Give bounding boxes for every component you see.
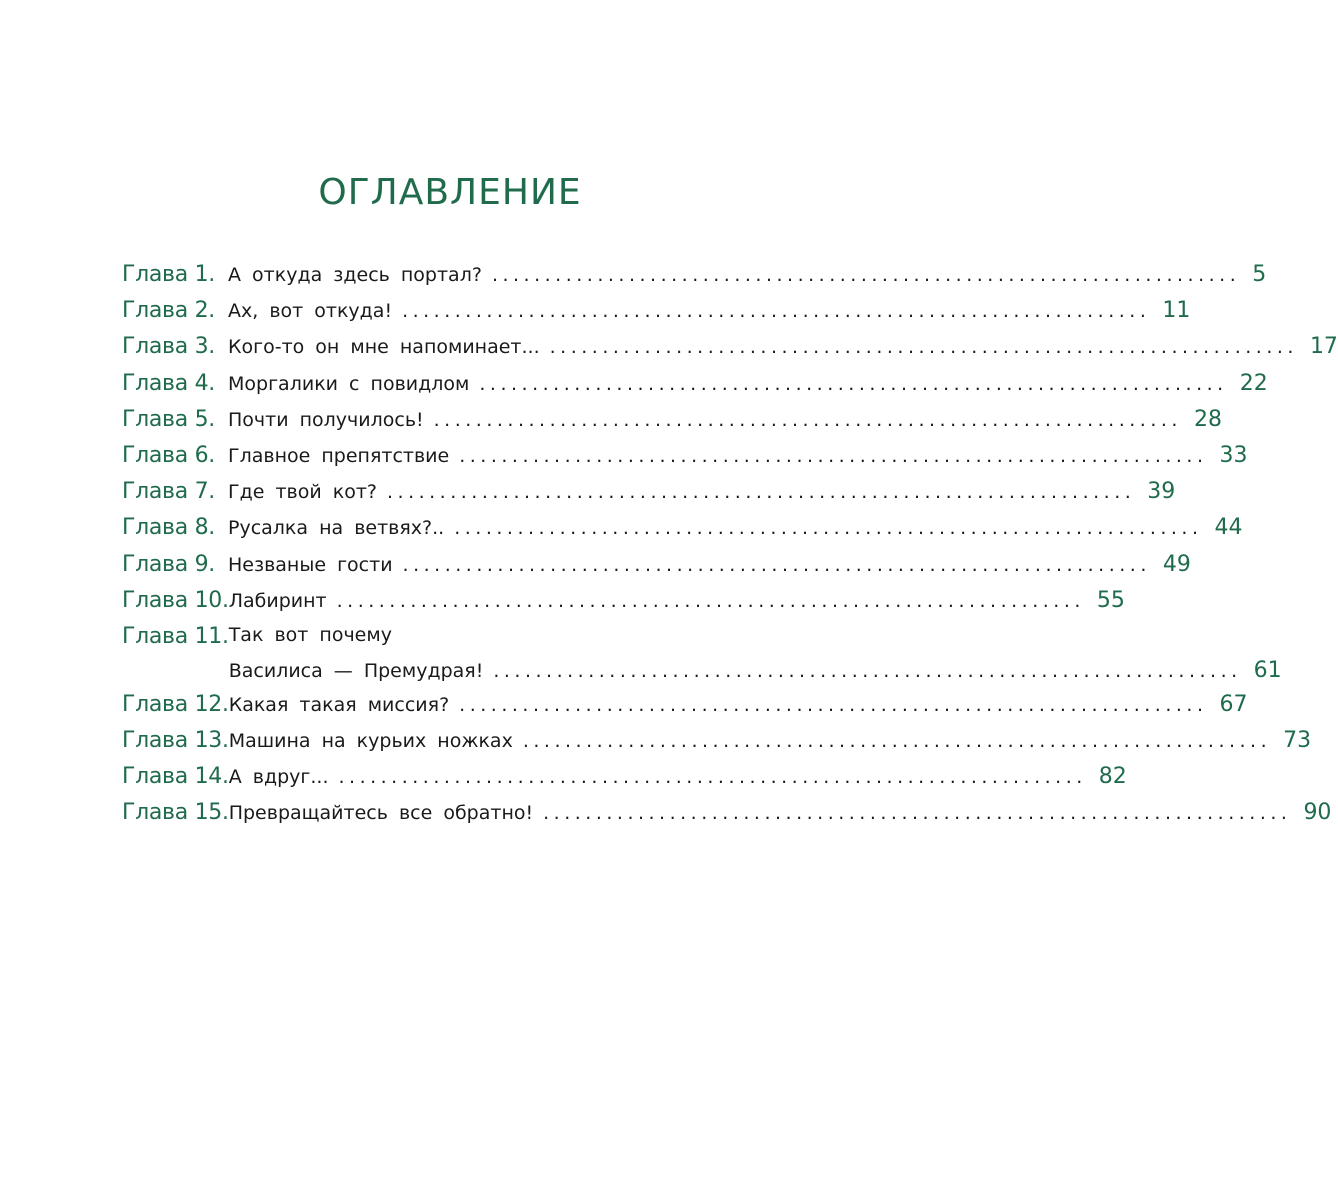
chapter-title: Кого-то он мне напоминает... (228, 336, 540, 359)
chapter-title: А откуда здесь портал? (228, 264, 482, 286)
toc-entry-body (228, 515, 1243, 541)
page-number: 67 (1219, 691, 1248, 717)
page-number: 90 (1303, 800, 1332, 826)
chapter-label: Глава 10. (122, 587, 229, 613)
chapter-label: Глава 9. (122, 551, 215, 577)
toc-entry (122, 623, 1282, 692)
chapter-title: Незваные гости (228, 553, 393, 576)
chapter-label: Глава 6. (122, 442, 215, 468)
chapter-title: Почти получилось! (228, 408, 424, 431)
dot-leader: ....................................................................... (479, 372, 1228, 395)
dot-leader: ....................................................................... (338, 766, 1087, 789)
chapter-title: Машина на курьих ножках (228, 730, 513, 753)
chapter-label: Глава 12. (122, 691, 229, 717)
toc-entry-body (228, 728, 1312, 754)
chapter-label: Глава 8. (122, 515, 215, 541)
page-number: 11 (1162, 298, 1191, 324)
toc-entry (122, 406, 1222, 443)
chapter-title-line-1-wrap (229, 624, 1282, 658)
toc-entry (122, 691, 1248, 728)
toc-entry-body (228, 442, 1248, 468)
chapter-label: Глава 15. (122, 800, 229, 826)
dot-leader: ....................................................................... (402, 553, 1151, 576)
toc-entry (122, 479, 1176, 515)
page-number: 28 (1193, 406, 1222, 432)
chapter-title: Моргалики с повидлом (228, 372, 470, 395)
toc-entry-body (228, 587, 1125, 613)
toc-entry-body (229, 624, 1282, 683)
toc-entry (122, 515, 1243, 551)
toc-entry (122, 334, 1338, 370)
chapter-label: Глава 4. (122, 370, 215, 396)
chapter-title: Ах, вот откуда! (228, 300, 393, 323)
page-title: ОГЛАВЛЕНИЕ (318, 172, 582, 213)
dot-leader: ....................................................................... (522, 730, 1272, 753)
toc-entry (122, 800, 1332, 836)
toc-entry (122, 587, 1125, 624)
page-number: 17 (1309, 334, 1338, 360)
dot-leader: ....................................................................... (459, 693, 1208, 716)
chapter-title-line-2-wrap (229, 658, 1282, 683)
chapter-title: Лабиринт (228, 589, 327, 612)
toc-entry (122, 764, 1127, 800)
chapter-label: Глава 14. (122, 764, 229, 790)
dot-leader: ....................................................................... (543, 802, 1292, 825)
toc-entry-body (228, 262, 1267, 287)
toc-entry-body (228, 479, 1176, 505)
dot-leader: ....................................................................... (402, 300, 1151, 323)
dot-leader: ....................................................................... (459, 444, 1208, 467)
toc-entry-body (228, 551, 1191, 577)
toc-entry-body (228, 370, 1268, 396)
page-number: 61 (1253, 657, 1282, 683)
toc-entry (122, 298, 1191, 334)
page-number: 22 (1239, 370, 1268, 396)
page-number: 39 (1147, 479, 1176, 505)
page-number: 5 (1252, 262, 1267, 287)
dot-leader: ....................................................................... (336, 589, 1085, 612)
chapter-label: Глава 3. (122, 334, 215, 360)
toc-entry (122, 370, 1268, 407)
toc-entry (122, 728, 1312, 764)
toc-entry-body (228, 406, 1222, 432)
toc-entry (122, 262, 1267, 298)
toc-entry-body (228, 298, 1191, 324)
chapter-title-line-2: Василиса — Премудрая! (228, 659, 484, 682)
dot-leader: ....................................................................... (549, 336, 1298, 359)
toc-entry (122, 551, 1191, 588)
chapter-label: Глава 1. (122, 262, 215, 287)
chapter-title: Главное препятствие (228, 444, 450, 467)
toc-entry-body (228, 764, 1127, 790)
chapter-title: Где твой кот? (228, 481, 377, 504)
page-number: 82 (1098, 764, 1127, 790)
dot-leader: ....................................................................... (454, 517, 1203, 540)
toc-entry-body (228, 800, 1332, 826)
toc-entry (122, 442, 1248, 479)
chapter-label: Глава 11. (122, 623, 229, 649)
chapter-title: Превращайтесь все обратно! (228, 802, 534, 825)
dot-leader: ....................................................................... (386, 481, 1136, 504)
chapter-label: Глава 7. (122, 479, 215, 505)
page-number: 44 (1214, 515, 1243, 541)
chapter-label: Глава 2. (122, 298, 215, 324)
page-number: 49 (1162, 551, 1191, 577)
chapter-label: Глава 5. (122, 406, 215, 432)
dot-leader: ....................................................................... (493, 659, 1242, 682)
chapter-title: Русалка на ветвях?.. (228, 517, 445, 540)
dot-leader: ....................................................................... (491, 264, 1241, 286)
table-of-contents (122, 262, 1338, 837)
page-number: 33 (1219, 442, 1248, 468)
toc-entry-body (228, 334, 1338, 360)
chapter-title: А вдруг... (228, 766, 329, 789)
page-number: 73 (1283, 728, 1312, 754)
chapter-title-line-1: Так вот почему (228, 623, 392, 646)
page-number: 55 (1096, 587, 1125, 613)
chapter-title: Какая такая миссия? (228, 693, 450, 716)
toc-entry-body (228, 691, 1248, 717)
chapter-label: Глава 13. (122, 728, 229, 754)
dot-leader: ....................................................................... (433, 408, 1182, 431)
